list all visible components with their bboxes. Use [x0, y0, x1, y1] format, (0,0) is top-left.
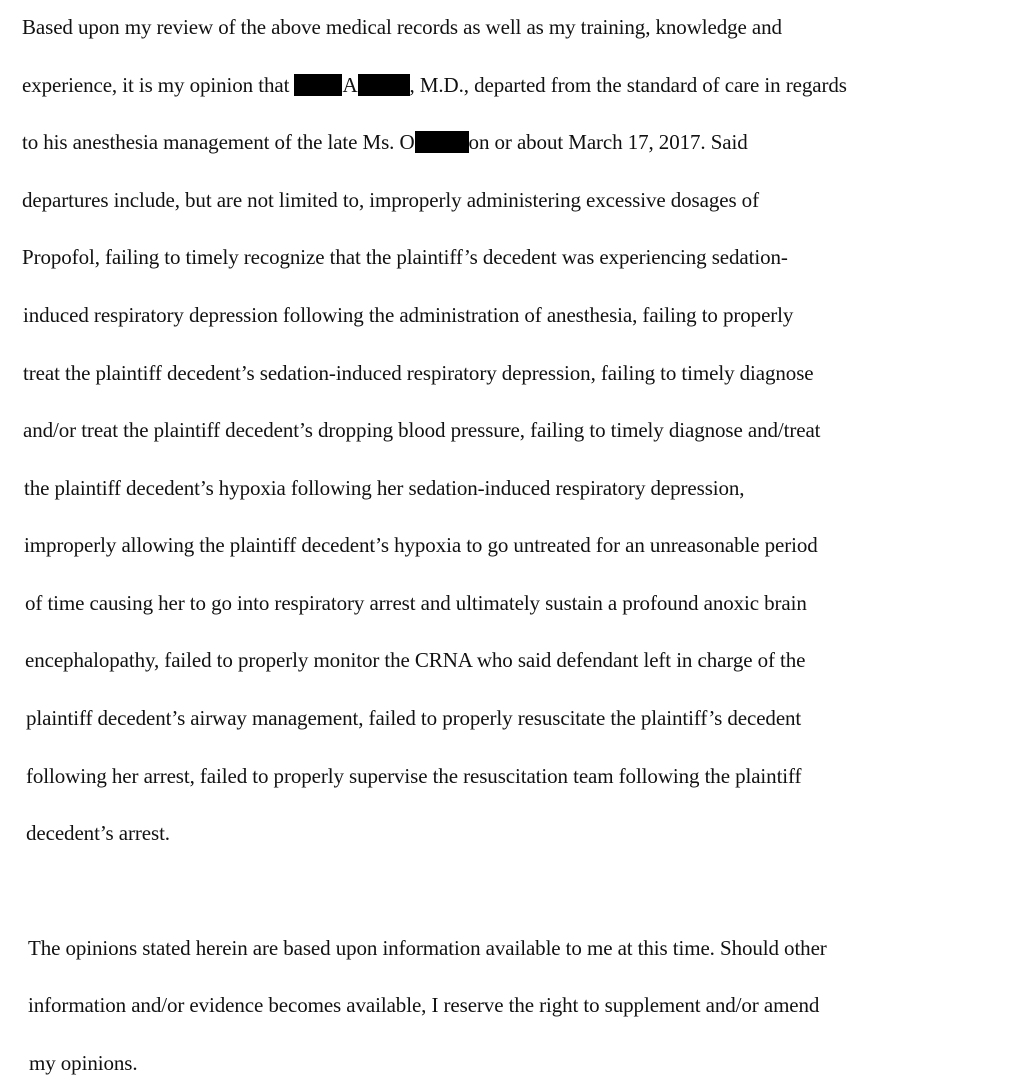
paragraph-line: following her arrest, failed to properly supervise the resuscitation team following the plaintiff	[26, 764, 802, 788]
paragraph-line: Propofol, failing to timely recognize that the plaintiff’s decedent was experiencing sedation-	[22, 245, 788, 269]
paragraph-line: of time causing her to go into respiratory arrest and ultimately sustain a profound anoxic brain	[25, 591, 807, 615]
paragraph-line: improperly allowing the plaintiff decedent’s hypoxia to go untreated for an unreasonable period	[24, 533, 818, 557]
paragraph-line	[22, 73, 847, 97]
paragraph-line: information and/or evidence becomes available, I reserve the right to supplement and/or amend	[28, 993, 820, 1017]
line-text: A	[342, 73, 358, 97]
paragraph-line: the plaintiff decedent’s hypoxia following her sedation-induced respiratory depression,	[24, 476, 745, 500]
paragraph-line: my opinions.	[29, 1051, 138, 1075]
redaction-block	[358, 74, 410, 96]
paragraph-line: The opinions stated herein are based upon information available to me at this time. Should other	[28, 936, 827, 960]
paragraph-line: departures include, but are not limited to, improperly administering excessive dosages of	[22, 188, 759, 212]
paragraph-line: and/or treat the plaintiff decedent’s dropping blood pressure, failing to timely diagnose and/treat	[23, 418, 821, 442]
paragraph-line: encephalopathy, failed to properly monitor the CRNA who said defendant left in charge of the	[25, 648, 806, 672]
paragraph-line: Based upon my review of the above medical records as well as my training, knowledge and	[22, 15, 782, 39]
paragraph-line: treat the plaintiff decedent’s sedation-induced respiratory depression, failing to timely diagnose	[23, 361, 814, 385]
line-text: , M.D., departed from the standard of care in regards	[409, 73, 847, 97]
line-text: on or about March 17, 2017. Said	[468, 130, 748, 154]
paragraph-line: induced respiratory depression following the administration of anesthesia, failing to properly	[23, 303, 794, 327]
line-text: experience, it is my opinion that	[22, 73, 295, 97]
line-text: to his anesthesia management of the late Ms. O	[22, 130, 415, 154]
redaction-block	[415, 131, 469, 153]
paragraph-line: decedent’s arrest.	[26, 821, 170, 845]
redaction-block	[294, 74, 342, 96]
paragraph-line: plaintiff decedent’s airway management, failed to properly resuscitate the plaintiff’s decedent	[26, 706, 802, 730]
paragraph-line	[22, 130, 748, 154]
